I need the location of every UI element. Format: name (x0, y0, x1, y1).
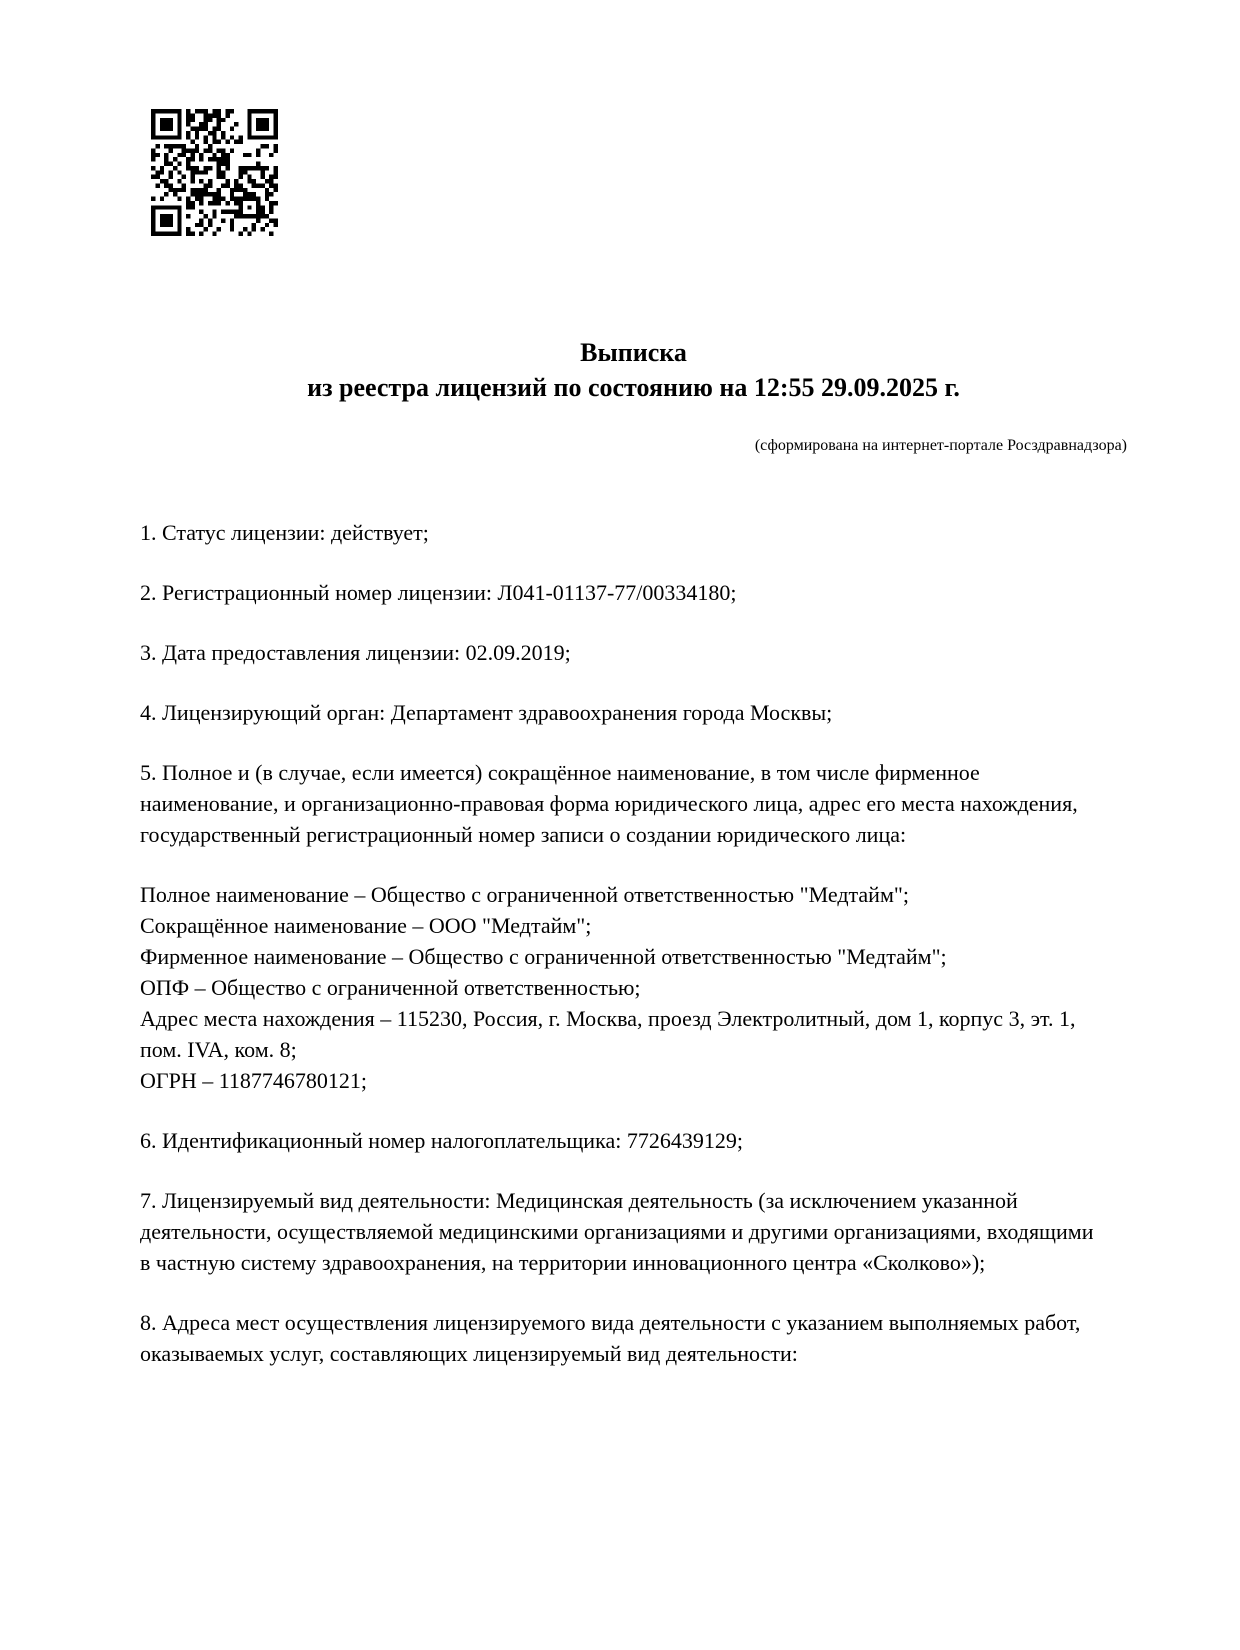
body-paragraph: 4. Лицензирующий орган: Департамент здравоохранения города Москвы; (140, 700, 833, 725)
qr-code-icon (151, 109, 278, 236)
body-paragraph: 6. Идентификационный номер налогоплательщика: 7726439129; (140, 1128, 743, 1153)
body-paragraph: Полное наименование – Общество с ограниченной ответственностью "Медтайм"; Сокращённое наименование – ООО "Медтайм"; Фирменное наименование – Общество с ограниченной ответственностью "Медтайм"; ОПФ – Общество с ограниченной ответственностью; Адрес места нахождения – 115230, Россия, г. Москва, проезд Электролитный, дом 1, корпус 3, эт. 1, пом. IVA, ком. 8; ОГРН – 1187746780121; (140, 882, 1076, 1093)
body-paragraph: 8. Адреса мест осуществления лицензируемого вида деятельности с указанием выполняемых работ, оказываемых услуг, составляющих лицензируемый вид деятельности: (140, 1310, 1081, 1366)
body-paragraph: 1. Статус лицензии: действует; (140, 520, 429, 545)
body-paragraph: 5. Полное и (в случае, если имеется) сокращённое наименование, в том числе фирменное наименование, и организационно-правовая форма юридического лица, адрес его места нахождения, государственный регистрационный номер записи о создании юридического лица: (140, 760, 1078, 847)
document-content (140, 335, 1127, 1369)
body-paragraph: 3. Дата предоставления лицензии: 02.09.2019; (140, 640, 571, 665)
document-title-line1: Выписка (580, 338, 687, 367)
document-title-line2: из реестра лицензий по состоянию на 12:55 29.09.2025 г. (307, 373, 960, 402)
document-subtitle: (сформирована на интернет-портале Росздравнадзора) (754, 437, 1127, 454)
body-paragraph: 2. Регистрационный номер лицензии: Л041-01137-77/00334180; (140, 580, 737, 605)
body-paragraph: 7. Лицензируемый вид деятельности: Медицинская деятельность (за исключением указанной деятельности, осуществляемой медицинскими организациями и другими организациями, входящими в частную систему здравоохранения, на территории инновационного центра «Сколково»); (140, 1188, 1094, 1275)
document-body (140, 517, 1105, 1369)
